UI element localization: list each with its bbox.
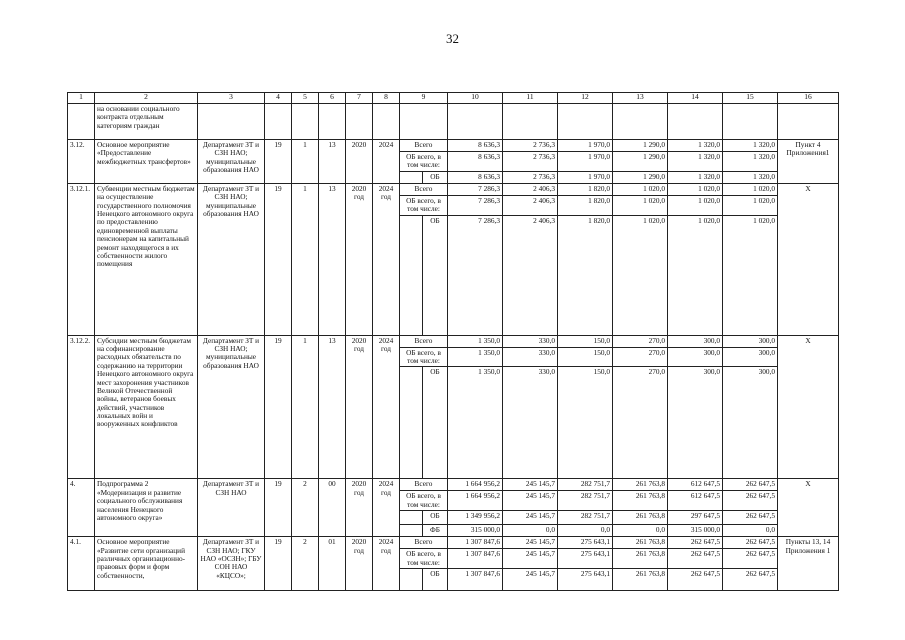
- amount-cell: 2 736,3: [503, 171, 558, 183]
- col-header: 16: [778, 93, 839, 104]
- table-row: [68, 335, 839, 347]
- amount-cell: 300,0: [668, 335, 723, 347]
- amount-cell: 2 406,3: [503, 195, 558, 215]
- funding-label: Всего: [400, 479, 448, 491]
- code-cell: 1: [292, 335, 319, 479]
- col-header: 2: [95, 93, 198, 104]
- amount-cell: 330,0: [503, 347, 558, 367]
- continued-name: на основании социального контракта отдельным категориям граждан: [95, 104, 198, 140]
- funding-source: ОБ: [423, 568, 448, 590]
- amount-cell: 612 647,5: [668, 491, 723, 511]
- amount-cell: 1 350,0: [448, 335, 503, 347]
- reference-cell: Пункты 13, 14 Приложения 1: [778, 537, 839, 591]
- amount-cell: 0,0: [723, 525, 778, 537]
- end-year: 2024 год: [373, 479, 400, 537]
- funding-spacer: [400, 171, 423, 183]
- amount-cell: 7 286,3: [448, 195, 503, 215]
- amount-cell: 1 820,0: [558, 195, 613, 215]
- amount-cell: 330,0: [503, 335, 558, 347]
- amount-cell: 1 290,0: [613, 171, 668, 183]
- amount-cell: 150,0: [558, 335, 613, 347]
- col-header: 9: [400, 93, 448, 104]
- executor: Департамент ЗТ и СЗН НАО; муниципальные образования НАО: [198, 335, 265, 479]
- start-year: 2020 год: [346, 479, 373, 537]
- amount-cell: 300,0: [668, 367, 723, 479]
- start-year: 2020 год: [346, 183, 373, 335]
- executor: Департамент ЗТ и СЗН НАО: [198, 479, 265, 537]
- funding-label: ОБ всего, в том числе:: [400, 195, 448, 215]
- amount-cell: 1 307 847,6: [448, 537, 503, 549]
- amount-cell: 1 290,0: [613, 140, 668, 152]
- code-cell: 13: [319, 183, 346, 335]
- col-header: 10: [448, 93, 503, 104]
- row-number: 4.1.: [68, 537, 95, 591]
- amount-cell: 1 020,0: [613, 215, 668, 335]
- amount-cell: 1 020,0: [668, 183, 723, 195]
- program-table: [67, 92, 839, 591]
- row-number: 4.: [68, 479, 95, 537]
- funding-label: ОБ всего, в том числе:: [400, 549, 448, 569]
- amount-cell: 270,0: [613, 347, 668, 367]
- code-cell: 01: [319, 537, 346, 591]
- amount-cell: 245 145,7: [503, 479, 558, 491]
- funding-label: ОБ всего, в том числе:: [400, 347, 448, 367]
- amount-cell: 315 000,0: [448, 525, 503, 537]
- amount-cell: 270,0: [613, 335, 668, 347]
- col-header: 13: [613, 93, 668, 104]
- code-cell: 19: [265, 183, 292, 335]
- amount-cell: 275 643,1: [558, 549, 613, 569]
- amount-cell: 1 320,0: [668, 140, 723, 152]
- col-header: 14: [668, 93, 723, 104]
- code-cell: 19: [265, 479, 292, 537]
- amount-cell: 275 643,1: [558, 568, 613, 590]
- amount-cell: 245 145,7: [503, 511, 558, 525]
- amount-cell: 275 643,1: [558, 537, 613, 549]
- amount-cell: 1 020,0: [668, 215, 723, 335]
- measure-name: Субвенции местным бюджетам на осуществление государственного полномочия Ненецкого автономного округа по предоставлению единовременной выплаты пенсионерам на капитальный ремонт находящегося в их собственности жилого помещения: [95, 183, 198, 335]
- amount-cell: 262 647,5: [723, 537, 778, 549]
- amount-cell: 7 286,3: [448, 183, 503, 195]
- table-row: [68, 183, 839, 195]
- funding-label: Всего: [400, 140, 448, 152]
- col-header: 1: [68, 93, 95, 104]
- amount-cell: 1 307 847,6: [448, 568, 503, 590]
- amount-cell: 261 763,8: [613, 511, 668, 525]
- reference-cell: X: [778, 335, 839, 479]
- code-cell: 13: [319, 140, 346, 184]
- amount-cell: 0,0: [613, 525, 668, 537]
- amount-cell: 150,0: [558, 367, 613, 479]
- amount-cell: 1 020,0: [723, 215, 778, 335]
- amount-cell: 300,0: [723, 367, 778, 479]
- funding-label: Всего: [400, 335, 448, 347]
- amount-cell: 1 020,0: [613, 195, 668, 215]
- col-header: 6: [319, 93, 346, 104]
- amount-cell: 262 647,5: [723, 549, 778, 569]
- col-header: 15: [723, 93, 778, 104]
- page-number: 32: [446, 31, 459, 46]
- amount-cell: 261 763,8: [613, 549, 668, 569]
- amount-cell: 262 647,5: [668, 549, 723, 569]
- col-header: 5: [292, 93, 319, 104]
- amount-cell: 2 406,3: [503, 215, 558, 335]
- code-cell: 2: [292, 479, 319, 537]
- amount-cell: 8 636,3: [448, 140, 503, 152]
- code-cell: 00: [319, 479, 346, 537]
- amount-cell: 1 020,0: [668, 195, 723, 215]
- amount-cell: 1 350,0: [448, 347, 503, 367]
- funding-source: ФБ: [423, 525, 448, 537]
- row-number: 3.12.1.: [68, 183, 95, 335]
- amount-cell: 297 647,5: [668, 511, 723, 525]
- code-cell: 2: [292, 537, 319, 591]
- start-year: 2020 год: [346, 335, 373, 479]
- continuation-row: [68, 104, 839, 140]
- amount-cell: 1 350,0: [448, 367, 503, 479]
- funding-spacer: [400, 568, 423, 590]
- amount-cell: 1 664 956,2: [448, 479, 503, 491]
- funding-source: ОБ: [423, 171, 448, 183]
- amount-cell: 261 763,8: [613, 479, 668, 491]
- amount-cell: 1 970,0: [558, 140, 613, 152]
- amount-cell: 1 320,0: [668, 152, 723, 172]
- reference-cell: Пункт 4 Приложения1: [778, 140, 839, 184]
- col-header: 12: [558, 93, 613, 104]
- amount-cell: 1 970,0: [558, 152, 613, 172]
- amount-cell: 1 970,0: [558, 171, 613, 183]
- code-cell: 19: [265, 537, 292, 591]
- amount-cell: 1 020,0: [723, 195, 778, 215]
- amount-cell: 2 736,3: [503, 152, 558, 172]
- amount-cell: 282 751,7: [558, 479, 613, 491]
- row-number: 3.12.2.: [68, 335, 95, 479]
- funding-source: ОБ: [423, 367, 448, 479]
- code-cell: 19: [265, 335, 292, 479]
- amount-cell: 270,0: [613, 367, 668, 479]
- end-year: 2024 год: [373, 537, 400, 591]
- col-header: 7: [346, 93, 373, 104]
- funding-spacer: [400, 511, 423, 525]
- funding-label: Всего: [400, 183, 448, 195]
- amount-cell: 2 736,3: [503, 140, 558, 152]
- end-year: 2024: [373, 140, 400, 184]
- table-row: [68, 479, 839, 491]
- code-cell: 19: [265, 140, 292, 184]
- measure-name: Подпрограмма 2 «Модернизация и развитие социального обслуживания населения Ненецкого автономного округа»: [95, 479, 198, 537]
- code-cell: 1: [292, 183, 319, 335]
- amount-cell: 8 636,3: [448, 152, 503, 172]
- amount-cell: 1 307 847,6: [448, 549, 503, 569]
- table-row: [68, 140, 839, 152]
- amount-cell: 282 751,7: [558, 491, 613, 511]
- amount-cell: 330,0: [503, 367, 558, 479]
- code-cell: 13: [319, 335, 346, 479]
- measure-name: Основное мероприятие «Развитие сети организаций различных организационно-правовых форм и форм собственности,: [95, 537, 198, 591]
- amount-cell: 282 751,7: [558, 511, 613, 525]
- amount-cell: 612 647,5: [668, 479, 723, 491]
- amount-cell: 1 820,0: [558, 215, 613, 335]
- header-row: [68, 93, 839, 104]
- row-number: 3.12.: [68, 140, 95, 184]
- amount-cell: 262 647,5: [668, 568, 723, 590]
- amount-cell: 262 647,5: [723, 491, 778, 511]
- amount-cell: 7 286,3: [448, 215, 503, 335]
- amount-cell: 300,0: [723, 347, 778, 367]
- end-year: 2024 год: [373, 335, 400, 479]
- funding-spacer: [400, 215, 423, 335]
- executor: Департамент ЗТ и СЗН НАО; ГКУ НАО «ОСЗН»; ГБУ СОН НАО «КЦСО»;: [198, 537, 265, 591]
- col-header: 11: [503, 93, 558, 104]
- measure-name: Основное мероприятие «Предоставление межбюджетных трансфертов»: [95, 140, 198, 184]
- amount-cell: 1 320,0: [668, 171, 723, 183]
- funding-source: ОБ: [423, 215, 448, 335]
- funding-label: Всего: [400, 537, 448, 549]
- amount-cell: 1 020,0: [613, 183, 668, 195]
- amount-cell: 300,0: [723, 335, 778, 347]
- funding-source: ОБ: [423, 511, 448, 525]
- executor: Департамент ЗТ и СЗН НАО; муниципальные образования НАО: [198, 140, 265, 184]
- amount-cell: 245 145,7: [503, 537, 558, 549]
- funding-spacer: [400, 525, 423, 537]
- amount-cell: 262 647,5: [723, 511, 778, 525]
- amount-cell: 261 763,8: [613, 537, 668, 549]
- amount-cell: 150,0: [558, 347, 613, 367]
- amount-cell: 1 664 956,2: [448, 491, 503, 511]
- amount-cell: 315 000,0: [668, 525, 723, 537]
- amount-cell: 1 290,0: [613, 152, 668, 172]
- amount-cell: 262 647,5: [723, 568, 778, 590]
- table-row: [68, 537, 839, 549]
- amount-cell: 245 145,7: [503, 491, 558, 511]
- start-year: 2020 год: [346, 537, 373, 591]
- funding-label: ОБ всего, в том числе:: [400, 152, 448, 172]
- executor: Департамент ЗТ и СЗН НАО; муниципальные образования НАО: [198, 183, 265, 335]
- amount-cell: 245 145,7: [503, 568, 558, 590]
- amount-cell: 1 320,0: [723, 171, 778, 183]
- funding-label: ОБ всего, в том числе:: [400, 491, 448, 511]
- amount-cell: 262 647,5: [723, 479, 778, 491]
- amount-cell: 261 763,8: [613, 491, 668, 511]
- reference-cell: X: [778, 479, 839, 537]
- amount-cell: 1 320,0: [723, 140, 778, 152]
- code-cell: 1: [292, 140, 319, 184]
- reference-cell: X: [778, 183, 839, 335]
- start-year: 2020: [346, 140, 373, 184]
- col-header: 3: [198, 93, 265, 104]
- amount-cell: 261 763,8: [613, 568, 668, 590]
- amount-cell: 0,0: [558, 525, 613, 537]
- col-header: 8: [373, 93, 400, 104]
- end-year: 2024 год: [373, 183, 400, 335]
- amount-cell: 1 320,0: [723, 152, 778, 172]
- funding-spacer: [400, 367, 423, 479]
- amount-cell: 300,0: [668, 347, 723, 367]
- amount-cell: 1 349 956,2: [448, 511, 503, 525]
- amount-cell: 0,0: [503, 525, 558, 537]
- amount-cell: 262 647,5: [668, 537, 723, 549]
- amount-cell: 2 406,3: [503, 183, 558, 195]
- amount-cell: 1 020,0: [723, 183, 778, 195]
- amount-cell: 8 636,3: [448, 171, 503, 183]
- measure-name: Субсидии местным бюджетам на софинансирование расходных обязательств по содержанию на территории Ненецкого автономного округа мест захоронения участников Великой Отечественной войны, ветеранов боевых действий, участников локальных войн и вооруженных конфликтов: [95, 335, 198, 479]
- amount-cell: 1 820,0: [558, 183, 613, 195]
- col-header: 4: [265, 93, 292, 104]
- amount-cell: 245 145,7: [503, 549, 558, 569]
